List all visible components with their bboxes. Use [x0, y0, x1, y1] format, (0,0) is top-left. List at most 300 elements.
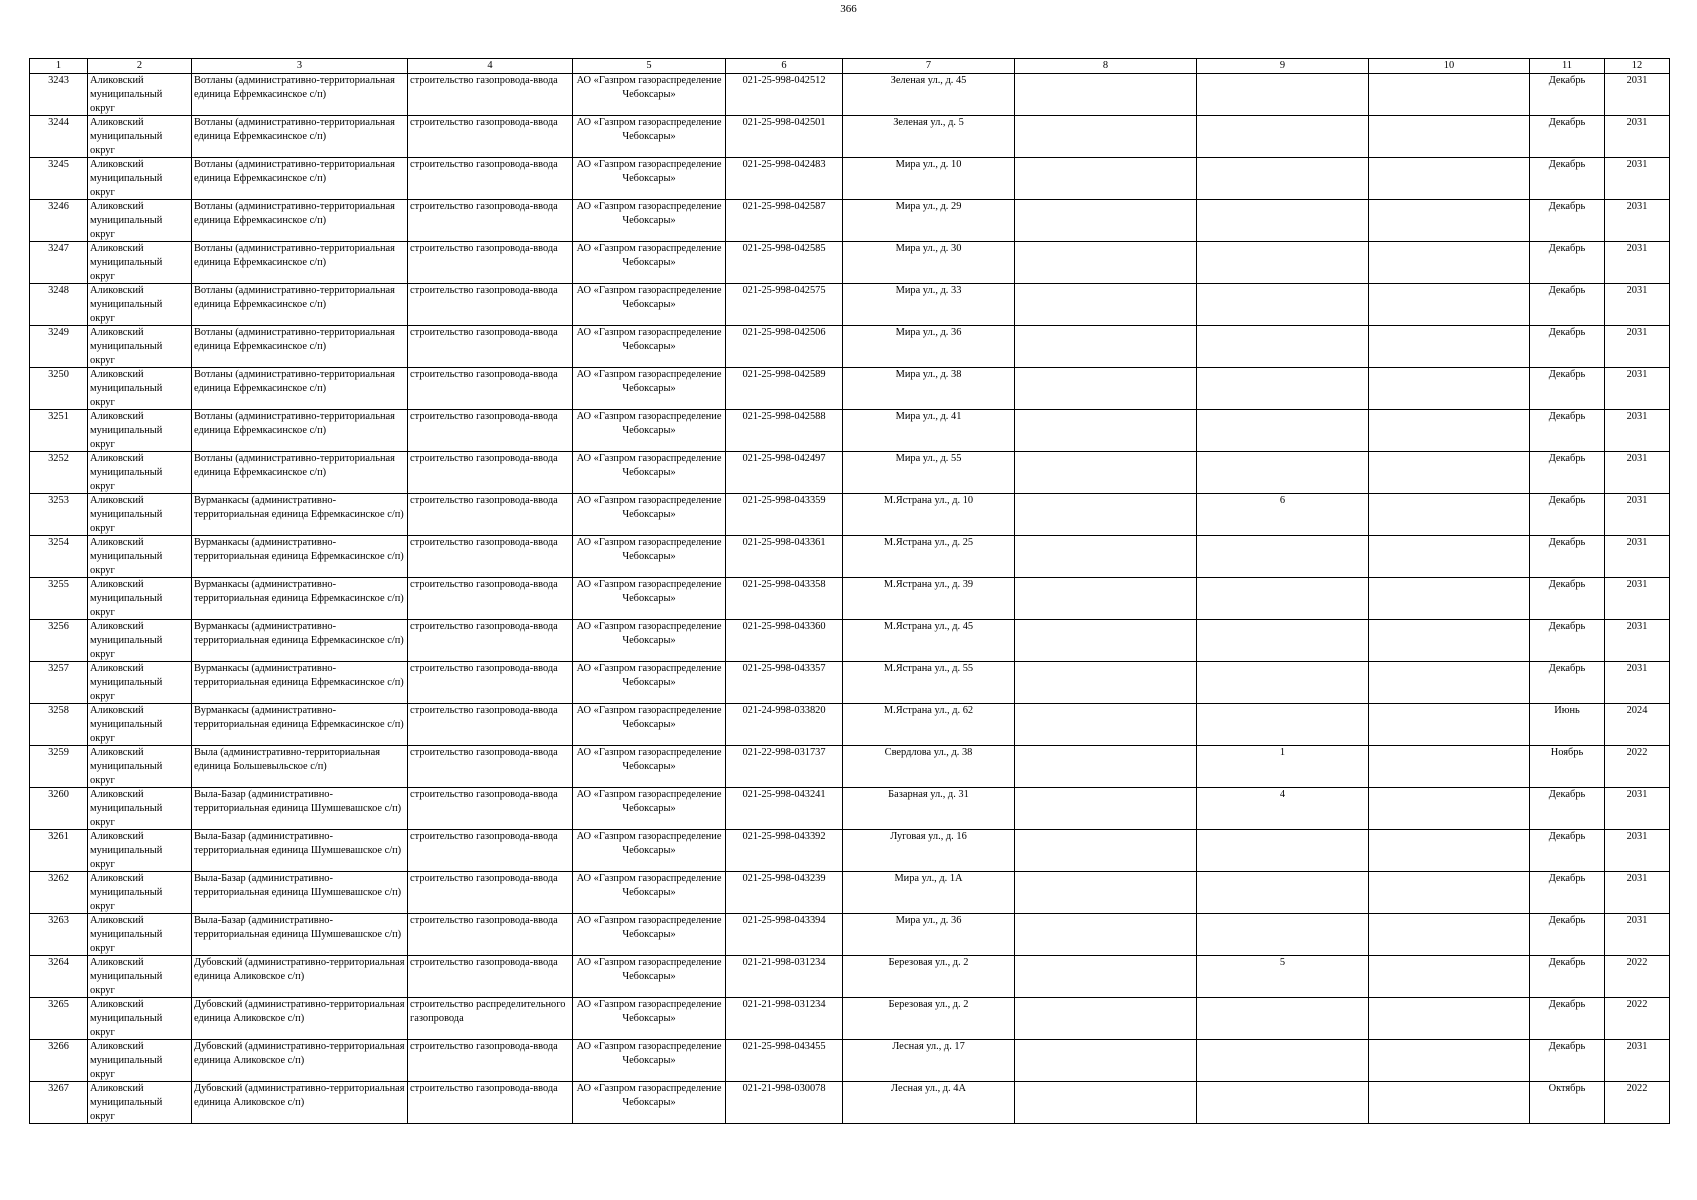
row-number-cell-text: 3258 — [48, 705, 69, 716]
year-cell — [1605, 746, 1670, 788]
month-cell-text: Декабрь — [1548, 411, 1586, 422]
organization-cell — [573, 452, 726, 494]
object-code-cell-text: 021-25-998-043358 — [742, 579, 826, 590]
month-cell — [1530, 746, 1605, 788]
table-row — [30, 536, 1670, 578]
column-9-cell — [1197, 788, 1369, 830]
column-9-cell — [1197, 368, 1369, 410]
row-number-cell — [30, 1082, 88, 1124]
column-8-cell — [1015, 116, 1197, 158]
month-cell — [1530, 620, 1605, 662]
address-cell-text: М.Ястрана ул., д. 10 — [883, 495, 974, 506]
object-code-cell-text: 021-25-998-042587 — [742, 201, 826, 212]
year-cell — [1605, 620, 1670, 662]
year-cell — [1605, 284, 1670, 326]
row-number-cell — [30, 788, 88, 830]
object-code-cell-text: 021-22-998-031737 — [742, 747, 826, 758]
year-cell-text: 2031 — [1626, 1041, 1648, 1052]
address-cell — [843, 830, 1015, 872]
year-cell — [1605, 536, 1670, 578]
locality-cell — [192, 998, 408, 1040]
work-type-cell — [408, 74, 573, 116]
object-code-cell-text: 021-25-998-043357 — [742, 663, 826, 674]
address-cell — [843, 158, 1015, 200]
address-cell-text: Зеленая ул., д. 45 — [890, 75, 967, 86]
work-type-cell-text: строительство газопровода-ввода — [410, 873, 558, 884]
column-10-cell — [1369, 242, 1530, 284]
column-header: 11 — [1530, 59, 1605, 74]
column-8-cell — [1015, 158, 1197, 200]
district-cell — [88, 452, 192, 494]
column-9-cell — [1197, 284, 1369, 326]
year-cell-text: 2031 — [1626, 537, 1648, 548]
month-cell-text: Декабрь — [1548, 75, 1586, 86]
table-row — [30, 410, 1670, 452]
organization-cell — [573, 158, 726, 200]
month-cell-text: Декабрь — [1548, 285, 1586, 296]
work-type-cell — [408, 368, 573, 410]
month-cell-text: Декабрь — [1548, 453, 1586, 464]
organization-cell-text: АО «Газпром газораспределение Чебоксары» — [576, 915, 722, 940]
address-cell — [843, 326, 1015, 368]
organization-cell-text: АО «Газпром газораспределение Чебоксары» — [576, 579, 722, 604]
month-cell — [1530, 242, 1605, 284]
locality-cell-text: Вурманкасы (административно-территориальная единица Ефремкасинское с/п) — [194, 705, 404, 730]
column-number-row — [30, 59, 1670, 74]
column-8-cell — [1015, 410, 1197, 452]
column-9-cell — [1197, 494, 1369, 536]
locality-cell-text: Вотланы (административно-территориальная единица Ефремкасинское с/п) — [194, 243, 395, 268]
row-number-cell-text: 3254 — [48, 537, 69, 548]
year-cell — [1605, 578, 1670, 620]
column-header: 8 — [1015, 59, 1197, 74]
address-cell-text: Свердлова ул., д. 38 — [884, 747, 973, 758]
column-8-cell — [1015, 284, 1197, 326]
column-10-cell — [1369, 956, 1530, 998]
table-row — [30, 914, 1670, 956]
year-cell — [1605, 410, 1670, 452]
row-number-cell — [30, 158, 88, 200]
locality-cell — [192, 494, 408, 536]
table-row — [30, 242, 1670, 284]
organization-cell-text: АО «Газпром газораспределение Чебоксары» — [576, 537, 722, 562]
year-cell-text: 2031 — [1626, 201, 1648, 212]
object-code-cell-text: 021-21-998-031234 — [742, 957, 826, 968]
column-9-cell — [1197, 326, 1369, 368]
year-cell-text: 2031 — [1626, 831, 1648, 842]
column-9-cell — [1197, 452, 1369, 494]
year-cell-text: 2031 — [1626, 621, 1648, 632]
object-code-cell — [726, 1040, 843, 1082]
row-number-cell — [30, 1040, 88, 1082]
column-header: 10 — [1369, 59, 1530, 74]
district-cell — [88, 74, 192, 116]
address-cell — [843, 284, 1015, 326]
address-cell — [843, 74, 1015, 116]
address-cell — [843, 452, 1015, 494]
row-number-cell — [30, 578, 88, 620]
work-type-cell-text: строительство газопровода-ввода — [410, 537, 558, 548]
year-cell-text: 2031 — [1626, 369, 1648, 380]
locality-cell-text: Дубовский (административно-территориальная единица Аликовское с/п) — [194, 1041, 405, 1066]
locality-cell — [192, 1040, 408, 1082]
object-code-cell-text: 021-25-998-042575 — [742, 285, 826, 296]
month-cell — [1530, 116, 1605, 158]
locality-cell-text: Вотланы (административно-территориальная единица Ефремкасинское с/п) — [194, 159, 395, 184]
month-cell-text: Декабрь — [1548, 873, 1586, 884]
locality-cell-text: Выла-Базар (административно-территориальная единица Шумшевашское с/п) — [194, 915, 402, 940]
column-8-cell — [1015, 494, 1197, 536]
locality-cell-text: Дубовский (административно-территориальная единица Аликовское с/п) — [194, 1083, 405, 1108]
work-type-cell-text: строительство газопровода-ввода — [410, 621, 558, 632]
object-code-cell-text: 021-25-998-043361 — [742, 537, 826, 548]
organization-cell-text: АО «Газпром газораспределение Чебоксары» — [576, 117, 722, 142]
object-code-cell-text: 021-25-998-042585 — [742, 243, 826, 254]
work-type-cell — [408, 998, 573, 1040]
locality-cell-text: Вотланы (административно-территориальная единица Ефремкасинское с/п) — [194, 117, 395, 142]
month-cell — [1530, 410, 1605, 452]
column-8-cell — [1015, 746, 1197, 788]
work-type-cell-text: строительство газопровода-ввода — [410, 75, 558, 86]
object-code-cell-text: 021-25-998-043392 — [742, 831, 826, 842]
district-cell-text: Аликовский муниципальный округ — [90, 789, 163, 828]
object-code-cell — [726, 998, 843, 1040]
column-9-cell-text: 1 — [1279, 747, 1286, 758]
year-cell — [1605, 830, 1670, 872]
organization-cell-text: АО «Газпром газораспределение Чебоксары» — [576, 621, 722, 646]
year-cell-text: 2031 — [1626, 663, 1648, 674]
organization-cell — [573, 998, 726, 1040]
address-cell — [843, 368, 1015, 410]
row-number-cell — [30, 536, 88, 578]
row-number-cell-text: 3246 — [48, 201, 69, 212]
column-10-cell — [1369, 74, 1530, 116]
year-cell-text: 2031 — [1626, 117, 1648, 128]
year-cell-text: 2022 — [1626, 1083, 1648, 1094]
month-cell-text: Декабрь — [1548, 579, 1586, 590]
organization-cell-text: АО «Газпром газораспределение Чебоксары» — [576, 1083, 722, 1108]
district-cell-text: Аликовский муниципальный округ — [90, 621, 163, 660]
column-10-cell — [1369, 746, 1530, 788]
district-cell-text: Аликовский муниципальный округ — [90, 453, 163, 492]
work-type-cell — [408, 872, 573, 914]
object-code-cell-text: 021-25-998-043394 — [742, 915, 826, 926]
row-number-cell-text: 3244 — [48, 117, 69, 128]
column-9-cell — [1197, 746, 1369, 788]
address-cell-text: Базарная ул., д. 31 — [888, 789, 969, 800]
address-cell — [843, 704, 1015, 746]
column-9-cell — [1197, 956, 1369, 998]
address-cell — [843, 788, 1015, 830]
district-cell — [88, 578, 192, 620]
address-cell — [843, 872, 1015, 914]
row-number-cell — [30, 410, 88, 452]
organization-cell-text: АО «Газпром газораспределение Чебоксары» — [576, 201, 722, 226]
row-number-cell-text: 3245 — [48, 159, 69, 170]
locality-cell-text: Вотланы (административно-территориальная единица Ефремкасинское с/п) — [194, 327, 395, 352]
locality-cell-text: Вурманкасы (административно-территориальная единица Ефремкасинское с/п) — [194, 663, 404, 688]
column-9-cell — [1197, 830, 1369, 872]
column-8-cell — [1015, 368, 1197, 410]
organization-cell — [573, 788, 726, 830]
work-type-cell-text: строительство газопровода-ввода — [410, 747, 558, 758]
year-cell — [1605, 872, 1670, 914]
locality-cell — [192, 956, 408, 998]
organization-cell — [573, 746, 726, 788]
district-cell — [88, 368, 192, 410]
address-cell-text: Мира ул., д. 10 — [895, 159, 962, 170]
object-code-cell-text: 021-25-998-042497 — [742, 453, 826, 464]
address-cell-text: Мира ул., д. 36 — [895, 327, 962, 338]
table-row — [30, 368, 1670, 410]
address-cell — [843, 536, 1015, 578]
organization-cell-text: АО «Газпром газораспределение Чебоксары» — [576, 411, 722, 436]
address-cell — [843, 914, 1015, 956]
table-row — [30, 704, 1670, 746]
district-cell-text: Аликовский муниципальный округ — [90, 411, 163, 450]
row-number-cell — [30, 116, 88, 158]
year-cell — [1605, 1040, 1670, 1082]
year-cell — [1605, 368, 1670, 410]
object-code-cell-text: 021-25-998-043455 — [742, 1041, 826, 1052]
year-cell — [1605, 242, 1670, 284]
district-cell-text: Аликовский муниципальный округ — [90, 999, 163, 1038]
row-number-cell — [30, 326, 88, 368]
row-number-cell — [30, 242, 88, 284]
row-number-cell — [30, 620, 88, 662]
month-cell — [1530, 914, 1605, 956]
column-8-cell — [1015, 998, 1197, 1040]
locality-cell — [192, 662, 408, 704]
year-cell — [1605, 914, 1670, 956]
year-cell-text: 2031 — [1626, 159, 1648, 170]
column-10-cell — [1369, 158, 1530, 200]
district-cell-text: Аликовский муниципальный округ — [90, 495, 163, 534]
month-cell-text: Декабрь — [1548, 201, 1586, 212]
locality-cell — [192, 788, 408, 830]
object-code-cell — [726, 410, 843, 452]
row-number-cell-text: 3265 — [48, 999, 69, 1010]
locality-cell-text: Вотланы (административно-территориальная единица Ефремкасинское с/п) — [194, 369, 395, 394]
organization-cell — [573, 620, 726, 662]
district-cell — [88, 284, 192, 326]
address-cell-text: Зеленая ул., д. 5 — [893, 117, 964, 128]
row-number-cell — [30, 914, 88, 956]
object-code-cell — [726, 452, 843, 494]
object-code-cell — [726, 746, 843, 788]
locality-cell-text: Выла (административно-территориальная единица Большевыльское с/п) — [194, 747, 381, 772]
table-row — [30, 284, 1670, 326]
column-9-cell — [1197, 914, 1369, 956]
year-cell-text: 2031 — [1626, 915, 1648, 926]
work-type-cell — [408, 704, 573, 746]
organization-cell-text: АО «Газпром газораспределение Чебоксары» — [576, 663, 722, 688]
row-number-cell-text: 3256 — [48, 621, 69, 632]
locality-cell-text: Вурманкасы (административно-территориальная единица Ефремкасинское с/п) — [194, 537, 404, 562]
organization-cell-text: АО «Газпром газораспределение Чебоксары» — [576, 495, 722, 520]
object-code-cell — [726, 830, 843, 872]
column-header: 1 — [30, 59, 88, 74]
work-type-cell-text: строительство газопровода-ввода — [410, 1041, 558, 1052]
column-10-cell — [1369, 620, 1530, 662]
work-type-cell-text: строительство газопровода-ввода — [410, 285, 558, 296]
year-cell-text: 2031 — [1626, 789, 1648, 800]
address-cell-text: Мира ул., д. 29 — [895, 201, 962, 212]
month-cell-text: Декабрь — [1548, 327, 1586, 338]
address-cell-text: Березовая ул., д. 2 — [888, 957, 969, 968]
year-cell — [1605, 662, 1670, 704]
district-cell — [88, 620, 192, 662]
table-row — [30, 116, 1670, 158]
column-8-cell — [1015, 914, 1197, 956]
column-8-cell — [1015, 1040, 1197, 1082]
organization-cell-text: АО «Газпром газораспределение Чебоксары» — [576, 453, 722, 478]
month-cell — [1530, 872, 1605, 914]
year-cell-text: 2031 — [1626, 285, 1648, 296]
work-type-cell — [408, 788, 573, 830]
row-number-cell — [30, 284, 88, 326]
locality-cell — [192, 704, 408, 746]
object-code-cell — [726, 158, 843, 200]
month-cell-text: Декабрь — [1548, 369, 1586, 380]
table-row — [30, 998, 1670, 1040]
work-type-cell-text: строительство газопровода-ввода — [410, 369, 558, 380]
column-8-cell — [1015, 200, 1197, 242]
month-cell — [1530, 956, 1605, 998]
address-cell — [843, 620, 1015, 662]
district-cell-text: Аликовский муниципальный округ — [90, 747, 163, 786]
address-cell-text: Мира ул., д. 33 — [895, 285, 962, 296]
address-cell-text: Луговая ул., д. 16 — [890, 831, 967, 842]
table-row — [30, 1040, 1670, 1082]
table-row — [30, 746, 1670, 788]
district-cell-text: Аликовский муниципальный округ — [90, 705, 163, 744]
organization-cell — [573, 914, 726, 956]
work-type-cell-text: строительство газопровода-ввода — [410, 411, 558, 422]
register-table — [29, 58, 1670, 1124]
address-cell-text: Мира ул., д. 30 — [895, 243, 962, 254]
district-cell — [88, 662, 192, 704]
district-cell — [88, 536, 192, 578]
row-number-cell — [30, 452, 88, 494]
work-type-cell-text: строительство газопровода-ввода — [410, 663, 558, 674]
row-number-cell — [30, 746, 88, 788]
column-10-cell — [1369, 494, 1530, 536]
address-cell-text: Мира ул., д. 36 — [895, 915, 962, 926]
locality-cell-text: Дубовский (административно-территориальная единица Аликовское с/п) — [194, 957, 405, 982]
work-type-cell — [408, 662, 573, 704]
column-header: 4 — [408, 59, 573, 74]
column-8-cell — [1015, 242, 1197, 284]
work-type-cell — [408, 494, 573, 536]
locality-cell — [192, 326, 408, 368]
work-type-cell — [408, 410, 573, 452]
month-cell-text: Декабрь — [1548, 957, 1586, 968]
locality-cell — [192, 410, 408, 452]
object-code-cell — [726, 956, 843, 998]
organization-cell-text: АО «Газпром газораспределение Чебоксары» — [576, 1041, 722, 1066]
locality-cell — [192, 368, 408, 410]
district-cell — [88, 116, 192, 158]
row-number-cell — [30, 368, 88, 410]
column-9-cell — [1197, 578, 1369, 620]
year-cell-text: 2022 — [1626, 999, 1648, 1010]
object-code-cell — [726, 914, 843, 956]
month-cell-text: Декабрь — [1548, 243, 1586, 254]
address-cell-text: Березовая ул., д. 2 — [888, 999, 969, 1010]
year-cell-text: 2022 — [1626, 957, 1648, 968]
column-10-cell — [1369, 410, 1530, 452]
row-number-cell-text: 3248 — [48, 285, 69, 296]
work-type-cell-text: строительство газопровода-ввода — [410, 453, 558, 464]
locality-cell-text: Вотланы (административно-территориальная единица Ефремкасинское с/п) — [194, 411, 395, 436]
locality-cell-text: Выла-Базар (административно-территориальная единица Шумшевашское с/п) — [194, 873, 402, 898]
locality-cell — [192, 158, 408, 200]
address-cell-text: Мира ул., д. 38 — [895, 369, 962, 380]
object-code-cell-text: 021-21-998-030078 — [742, 1083, 826, 1094]
page-number: 366 — [840, 3, 857, 15]
month-cell-text: Июнь — [1554, 705, 1580, 716]
row-number-cell-text: 3249 — [48, 327, 69, 338]
work-type-cell — [408, 578, 573, 620]
locality-cell-text: Дубовский (административно-территориальная единица Аликовское с/п) — [194, 999, 405, 1024]
locality-cell — [192, 620, 408, 662]
locality-cell-text: Вурманкасы (административно-территориальная единица Ефремкасинское с/п) — [194, 495, 404, 520]
column-9-cell — [1197, 242, 1369, 284]
locality-cell-text: Вурманкасы (административно-территориальная единица Ефремкасинское с/п) — [194, 621, 404, 646]
table-row — [30, 620, 1670, 662]
work-type-cell — [408, 746, 573, 788]
locality-cell — [192, 200, 408, 242]
table-row — [30, 494, 1670, 536]
district-cell-text: Аликовский муниципальный округ — [90, 1083, 163, 1122]
column-9-cell — [1197, 662, 1369, 704]
month-cell-text: Декабрь — [1548, 789, 1586, 800]
column-8-cell — [1015, 74, 1197, 116]
row-number-cell-text: 3259 — [48, 747, 69, 758]
table-row — [30, 872, 1670, 914]
organization-cell-text: АО «Газпром газораспределение Чебоксары» — [576, 159, 722, 184]
address-cell — [843, 410, 1015, 452]
locality-cell — [192, 536, 408, 578]
address-cell — [843, 1040, 1015, 1082]
organization-cell-text: АО «Газпром газораспределение Чебоксары» — [576, 285, 722, 310]
row-number-cell-text: 3257 — [48, 663, 69, 674]
year-cell-text: 2024 — [1626, 705, 1648, 716]
column-9-cell-text: 5 — [1279, 957, 1286, 968]
month-cell — [1530, 452, 1605, 494]
table-row — [30, 452, 1670, 494]
row-number-cell-text: 3267 — [48, 1083, 69, 1094]
month-cell — [1530, 158, 1605, 200]
month-cell — [1530, 74, 1605, 116]
month-cell — [1530, 704, 1605, 746]
column-8-cell — [1015, 1082, 1197, 1124]
object-code-cell-text: 021-24-998-033820 — [742, 705, 826, 716]
locality-cell — [192, 746, 408, 788]
row-number-cell-text: 3247 — [48, 243, 69, 254]
column-10-cell — [1369, 788, 1530, 830]
object-code-cell-text: 021-25-998-042506 — [742, 327, 826, 338]
month-cell — [1530, 578, 1605, 620]
object-code-cell — [726, 662, 843, 704]
district-cell — [88, 956, 192, 998]
column-8-cell — [1015, 452, 1197, 494]
year-cell — [1605, 956, 1670, 998]
month-cell-text: Ноябрь — [1550, 747, 1584, 758]
column-8-cell — [1015, 830, 1197, 872]
organization-cell-text: АО «Газпром газораспределение Чебоксары» — [576, 873, 722, 898]
